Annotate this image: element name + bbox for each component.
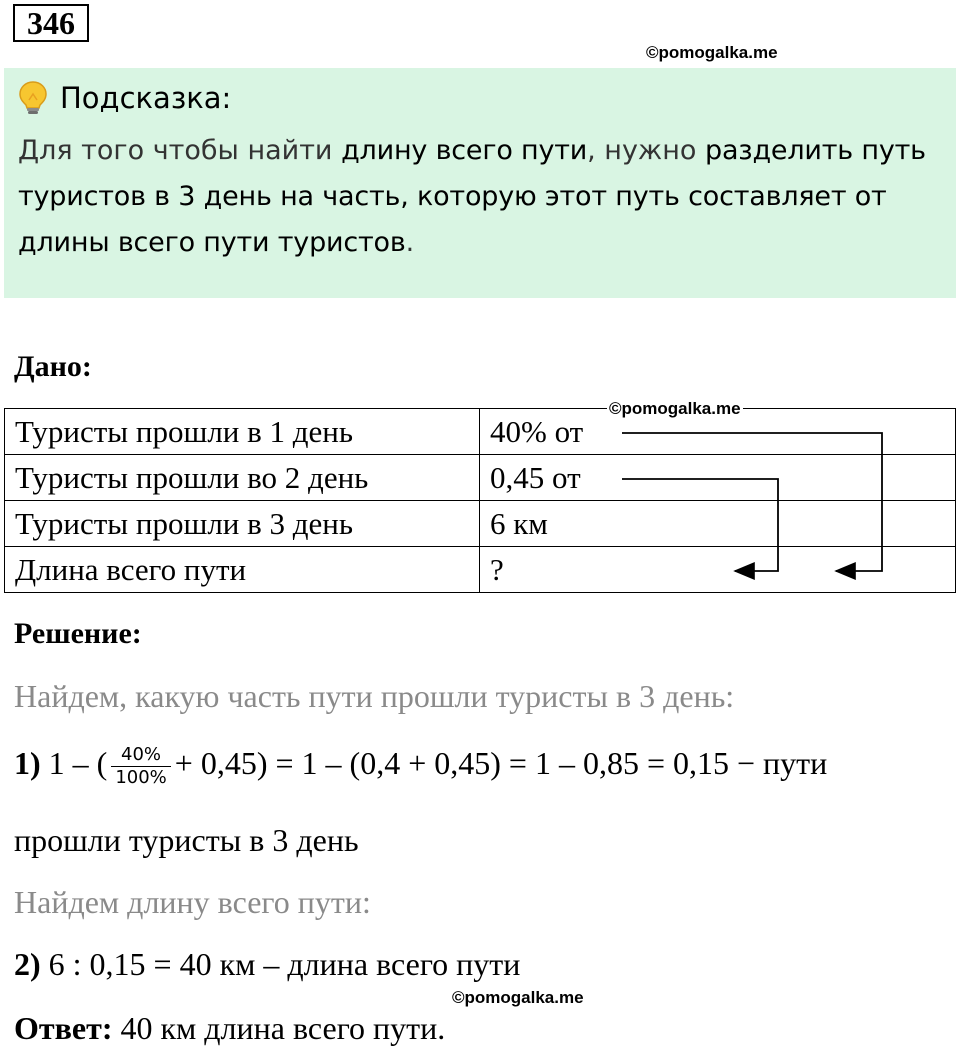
watermark-table: ©pomogalka.me bbox=[609, 399, 741, 418]
step1-continuation: прошли туристы в 3 день bbox=[14, 822, 359, 858]
step2-number: 2) bbox=[14, 946, 41, 982]
solution-label: Решение: bbox=[14, 617, 142, 650]
row-value: 6 км bbox=[480, 501, 956, 547]
hint-seg-0: Для того чтобы найти bbox=[18, 135, 342, 166]
answer-label: Ответ: bbox=[14, 1010, 113, 1046]
hint-seg-3: разделить путь туристов в 3 день на часть, которую этот путь составляет от длины всего пути туристов bbox=[18, 135, 926, 258]
fraction bbox=[111, 744, 170, 789]
arrow-day1 bbox=[622, 433, 882, 571]
row-label: Туристы прошли в 1 день bbox=[5, 409, 480, 455]
fraction-numerator: 40% bbox=[111, 744, 170, 767]
step2-text: 6 : 0,15 = 40 км – длина всего пути bbox=[48, 946, 521, 982]
answer-text: 40 км длина всего пути. bbox=[120, 1010, 446, 1046]
hint-seg-4: . bbox=[405, 227, 415, 258]
fraction-denominator: 100% bbox=[115, 767, 167, 788]
row-label: Туристы прошли во 2 день bbox=[5, 455, 480, 501]
hint-seg-1: длину всего пути bbox=[341, 135, 588, 166]
step1-intro: Найдем, какую часть пути прошли туристы в 3 день: bbox=[14, 678, 735, 714]
step1-post: + 0,45) = 1 – (0,4 + 0,45) = 1 – 0,85 = 0,15 − пути bbox=[174, 744, 828, 781]
row-value: 0,45 от bbox=[480, 455, 956, 501]
step2-equation bbox=[14, 946, 520, 983]
given-label: Дано: bbox=[14, 350, 92, 383]
row-label: Туристы прошли в 3 день bbox=[5, 501, 480, 547]
row-value: 40% от bbox=[480, 409, 956, 455]
row-label: Длина всего пути bbox=[5, 547, 480, 593]
arrow-day2 bbox=[622, 479, 778, 571]
step1-pre: 1 – ( bbox=[48, 744, 108, 781]
watermark-top: ©pomogalka.me bbox=[646, 43, 778, 62]
step1-equation bbox=[14, 744, 827, 789]
hint-seg-2: , нужно bbox=[587, 135, 706, 166]
answer bbox=[14, 1010, 445, 1047]
watermark-bottom: ©pomogalka.me bbox=[452, 988, 584, 1007]
problem-number: 346 bbox=[13, 4, 89, 42]
row-value: ? bbox=[480, 547, 956, 593]
step2-intro: Найдем длину всего пути: bbox=[14, 884, 371, 920]
step1-number: 1) bbox=[14, 744, 41, 781]
hint-title-text: Подсказка: bbox=[60, 81, 232, 115]
